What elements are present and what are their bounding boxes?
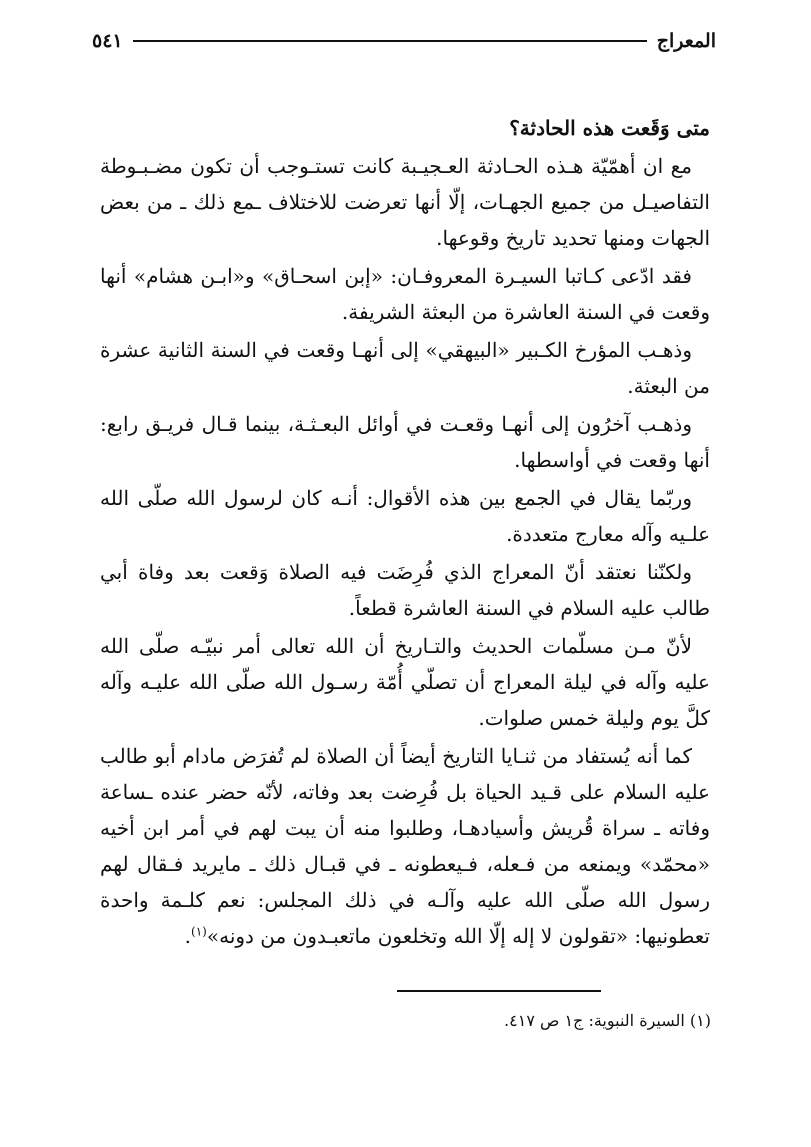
footnote-rule (397, 990, 601, 992)
page-number: ٥٤١ (92, 30, 123, 52)
paragraph-4: وذهـب آخرُون إلى أنهـا وقعـت في أوائل البعـثـة، بينما قـال فريـق رابع: أنها وقعت في أواسطها. (100, 412, 710, 472)
paragraph-1: مع ان أهمّيّة هـذه الحـادثة العـجيـبة كانت تستـوجب أن تكون مضـبـوطة التفاصيـل من جميع الجهـات، إلّا أنها تعرضت للاختلاف ـمع ذلك ـ من بعض الجهات ومنها تحديد تاريخ وقوعها. (100, 154, 710, 250)
section-heading: متى وَقَعت هذه الحادثة؟ (509, 116, 710, 140)
header-rule (133, 40, 647, 42)
paragraph-7: لأنّ مـن مسلّمات الحديث والتـاريخ أن الله تعالى أمر نبيّـه صلّى الله عليه وآله في ليلة المعراج أن تصلّي أُمّة رسـول الله صلّى الله عليـه وآله كلَّ يوم وليلة خمس صلوات. (100, 634, 710, 730)
running-header (92, 26, 716, 56)
running-title: المعراج (656, 30, 716, 52)
paragraph-8 (100, 738, 710, 954)
paragraph-2: فقد ادّعى كـاتبا السيـرة المعروفـان: «إبن اسحـاق» و«ابـن هشام» أنها وقعت في السنة العاشرة من البعثة الشريفة. (100, 264, 710, 324)
footnote: (١) السيرة النبوية: ج١ ص ٤١٧. (504, 1011, 711, 1030)
page-body (100, 110, 710, 956)
paragraph-3: وذهـب المؤرخ الكـبير «البيهقي» إلى أنهـا وقعت في السنة الثانية عشرة من البعثة. (100, 338, 710, 398)
paragraph-6: ولكنّنا نعتقد أنّ المعراج الذي فُرِضَت فيه الصلاة وَقعت بعد وفاة أبي طالب عليه السلام في السنة العاشرة قطعاً. (100, 560, 710, 620)
paragraph-5: وربّما يقال في الجمع بين هذه الأقوال: أنـه كان لرسول الله صلّى الله علـيه وآله معارج متعددة. (100, 486, 710, 546)
paragraph-8-text: كما أنه يُستفاد من ثنـايا التاريخ أيضاً أن الصلاة لم تُفرَض مادام أبو طالب عليه السلام على قـيد الحياة بل فُرِضت بعد وفاته، لأنّه حضر عنده ـساعة وفاته ـ سراة قُريش وأسيادهـا، وطلبوا منه أن يبت لهم في أمر ابن أخيه «محمّد» ويمنعه من فـعله، فـيعطونه ـ في قبـال ذلك ـ مايريد فـقال لهم رسول الله صلّى الله عليه وآلـه في ذلك المجلس: نعم كلـمة واحدة تعطونيها: «تقولون لا إله إلّا الله وتخلعون ماتعبـدون من دونه» (100, 744, 710, 948)
paragraph-8-end: . (184, 924, 192, 948)
footnote-marker: (١) (191, 924, 207, 939)
